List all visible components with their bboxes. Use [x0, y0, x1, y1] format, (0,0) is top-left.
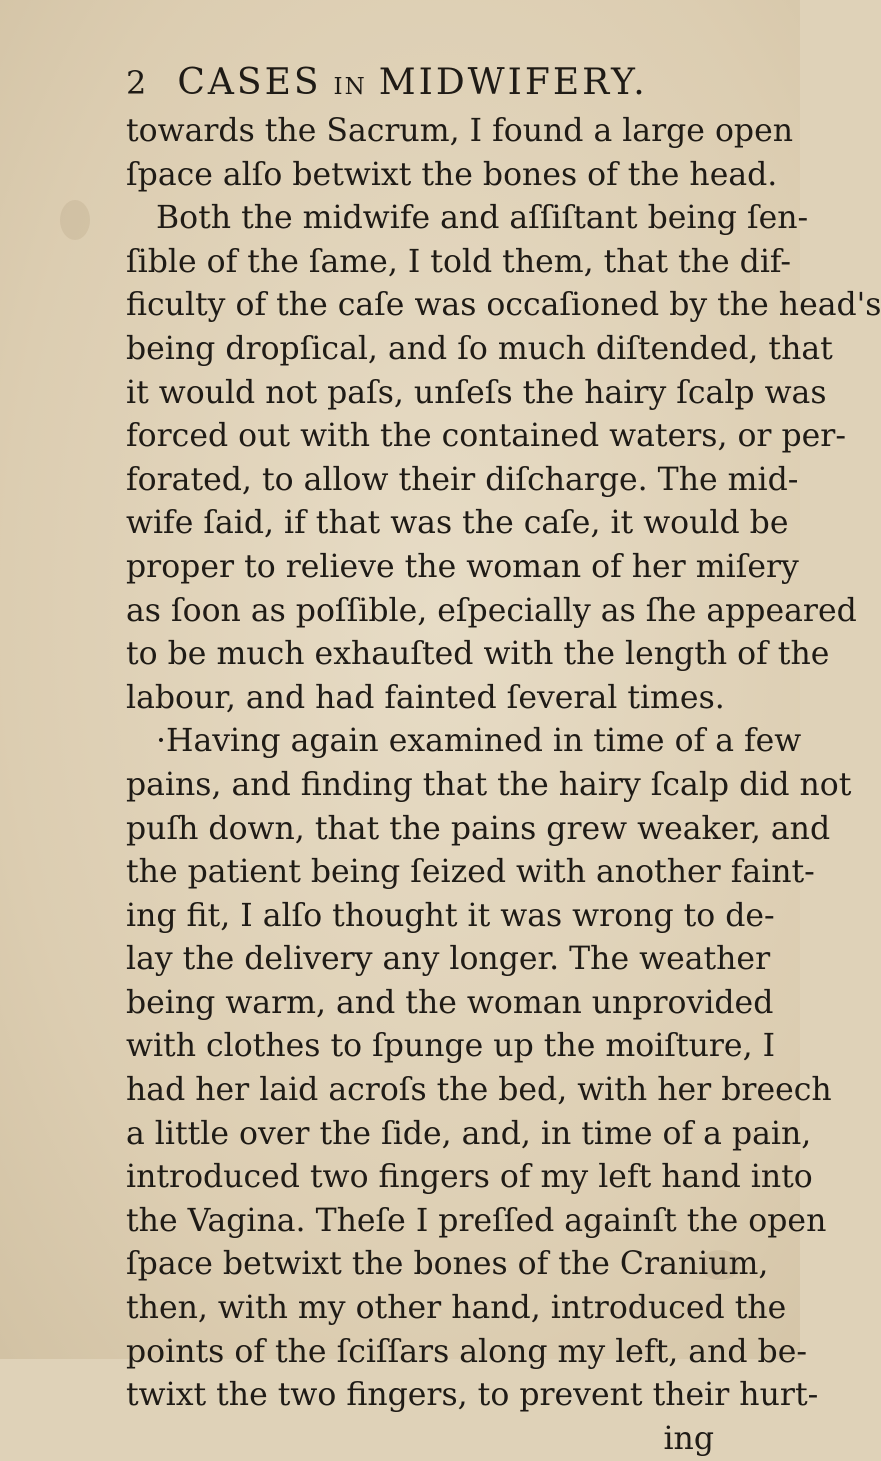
text-line: ·Having again examined in time of a few — [156, 723, 802, 760]
text-line: Both the midwife and aſſiſtant being ſen- — [156, 200, 809, 237]
text-line: ſible of the ſame, I told them, that the dif- — [126, 243, 792, 280]
text-line: forated, to allow their diſcharge. The mid- — [126, 461, 799, 498]
text-line: proper to relieve the woman of her miſery — [126, 548, 799, 585]
text-line: introduced two fingers of my left hand into — [126, 1159, 813, 1196]
header-title-word: IN — [333, 74, 367, 100]
text-line: the patient being ſeized with another faint- — [126, 854, 815, 891]
text-line: had her laid acroſs the bed, with her breech — [126, 1072, 832, 1109]
text-line: lay the delivery any longer. The weather — [126, 941, 771, 978]
running-header — [126, 62, 646, 112]
text-line: twixt the two fingers, to prevent their hurt- — [126, 1377, 819, 1414]
text-line: with clothes to ſpunge up the moiſture, I — [126, 1028, 776, 1065]
text-line: towards the Sacrum, I found a large open — [126, 113, 794, 149]
text-line: the Vagina. Theſe I preſſed againſt the open — [126, 1202, 827, 1239]
page-stain — [60, 200, 90, 240]
header-title-word: MIDWIFERY. — [378, 62, 648, 103]
text-line: puſh down, that the pains grew weaker, and — [126, 810, 831, 847]
text-line: ing fit, I alſo thought it was wrong to de- — [126, 897, 775, 934]
text-line: ſpace alſo betwixt the bones of the head. — [126, 156, 778, 193]
text-line: ficulty of the caſe was occaſioned by the head's — [126, 287, 881, 324]
text-line: points of the ſciſſars along my left, and be- — [126, 1333, 807, 1370]
text-line: forced out with the contained waters, or per- — [126, 418, 847, 455]
text-line: then, with my other hand, introduced the — [126, 1290, 787, 1327]
text-line: to be much exhauſted with the length of the — [126, 636, 830, 673]
text-line: being warm, and the woman unprovided — [126, 984, 774, 1021]
text-line: ſpace betwixt the bones of the Cranium, — [126, 1246, 769, 1283]
page-number: 2 — [126, 64, 148, 102]
text-line: wife ſaid, if that was the caſe, it would be — [126, 505, 789, 542]
text-line: a little over the ſide, and, in time of a pain, — [126, 1115, 812, 1152]
text-line: pains, and finding that the hairy ſcalp did not — [126, 766, 852, 803]
text-line: being dropſical, and ſo much diſtended, that — [126, 330, 833, 367]
text-line: it would not paſs, unſeſs the hairy ſcalp was — [126, 374, 827, 411]
catchword: ing — [663, 1420, 714, 1457]
header-title-word: CASES — [177, 62, 322, 103]
text-line: as ſoon as poſſible, eſpecially as ſhe appeared — [126, 592, 857, 629]
body-text — [126, 110, 881, 1461]
text-line: labour, and had fainted ſeveral times. — [126, 679, 725, 716]
